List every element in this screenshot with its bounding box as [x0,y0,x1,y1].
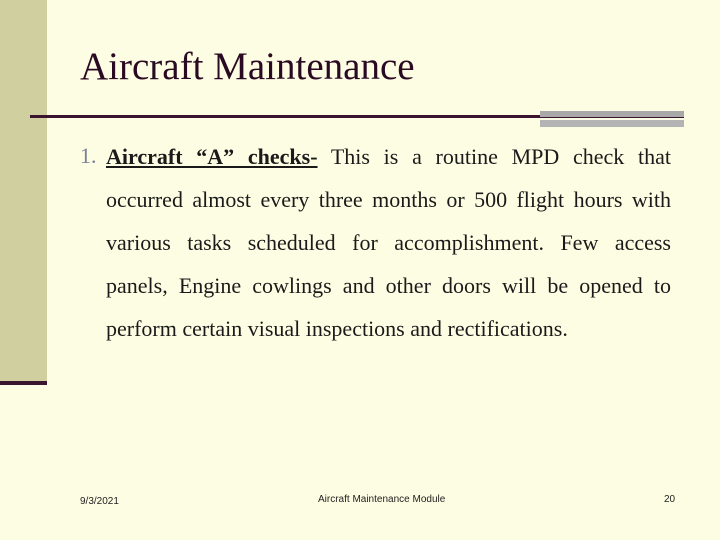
title-rule-accent [540,111,684,117]
list-item-text [106,135,671,350]
list-item-number: 1. [80,143,97,168]
left-decor-band-foot [0,381,47,385]
footer-title: Aircraft Maintenance Module [318,494,446,505]
title-rule-accent-lower [540,120,684,127]
list-item-lead: Aircraft “A” checks- [106,144,318,169]
slide-title: Aircraft Maintenance [80,45,415,88]
left-decor-band [0,0,47,383]
footer-date: 9/3/2021 [80,496,119,507]
footer-page-number: 20 [664,494,676,505]
list-item-body: This is a routine MPD check that occurred almost every three months or 500 flight hours with various tasks scheduled for accomplishment. Few access panels, Engine cowlings and other doors will be opened to perform certain visual inspections and rectifications. [106,144,671,341]
